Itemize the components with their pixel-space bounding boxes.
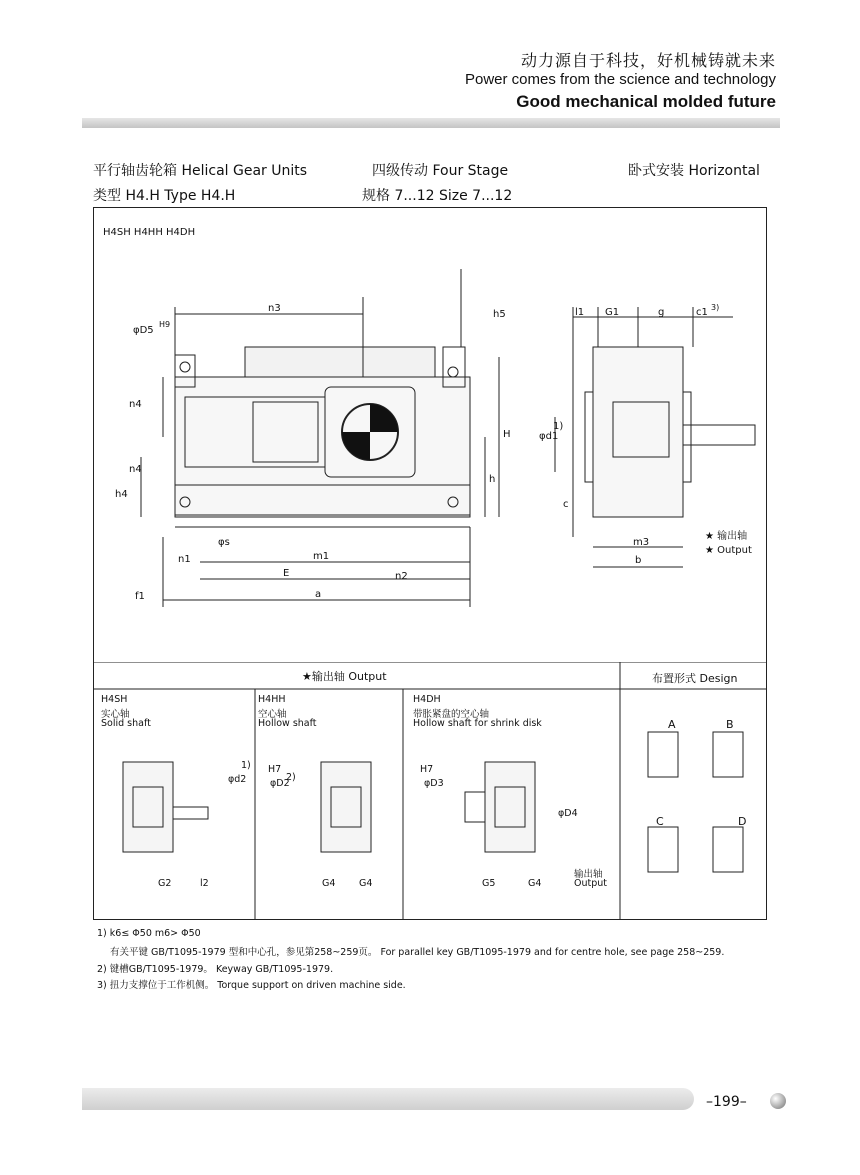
header-bar	[82, 118, 780, 128]
shrink-output-cn: 输出轴	[574, 869, 603, 880]
dim-D5: φD5	[133, 325, 154, 336]
title-type: 类型 H4.H Type H4.H	[93, 188, 236, 204]
dim-h4: h4	[115, 489, 128, 500]
note-3: 3) 扭力支撑位于工作机侧。 Torque support on driven machine side.	[97, 980, 406, 991]
shaft-code-solid: H4SH	[101, 694, 128, 705]
note-1b: 有关平键 GB/T1095-1979 型和中心孔，参见第258~259页。 For parallel key GB/T1095-1979 and for centre hole, see page 258~259.	[110, 947, 725, 958]
dim-f1: f1	[135, 591, 145, 602]
title-size: 规格 7...12 Size 7...12	[362, 188, 513, 204]
dim-G4-c: G4	[528, 878, 542, 889]
dim-G2: G2	[158, 878, 172, 889]
dim-note3: 3)	[711, 303, 720, 312]
design-header: 布置形式 Design	[652, 672, 738, 685]
shaft-cn-hollow: 空心轴	[258, 709, 287, 720]
header-slogan-cn: 动力源自于科技，好机械铸就未来	[520, 51, 776, 70]
title-stage: 四级传动 Four Stage	[372, 163, 509, 179]
dim-n1: n1	[178, 554, 191, 565]
header-tagline: Good mechanical molded future	[516, 92, 776, 111]
dim-g: g	[658, 307, 665, 318]
dim-n4-b: n4	[129, 464, 142, 475]
dim-D3-tol: H7	[420, 764, 434, 775]
shaft-code-hollow: H4HH	[258, 694, 286, 705]
shrink-output-en: Output	[574, 878, 607, 889]
dim-a: a	[315, 589, 322, 600]
dim-c1: c1	[696, 307, 708, 318]
dim-G5: G5	[482, 878, 496, 889]
dim-D3: φD3	[424, 778, 444, 789]
dim-D2: φD2	[270, 778, 290, 789]
page-dot-icon	[770, 1093, 786, 1109]
shaft-cn-solid: 实心轴	[101, 709, 130, 720]
output-label-cn: ★ 输出轴	[705, 531, 748, 542]
shaft-en-shrink: Hollow shaft for shrink disk	[413, 718, 542, 729]
shaft-cn-shrink: 带胀紧盘的空心轴	[413, 709, 490, 720]
title-product: 平行轴齿轮箱 Helical Gear Units	[93, 163, 308, 179]
dim-n2: n2	[395, 571, 408, 582]
design-c: C	[656, 815, 664, 828]
footer-bar	[82, 1088, 694, 1110]
dim-D2-tol: H7	[268, 764, 282, 775]
dim-l1: l1	[575, 307, 585, 318]
main-dimension-drawing	[93, 207, 767, 663]
dim-h5: h5	[493, 309, 506, 320]
output-label-en: ★ Output	[705, 545, 752, 556]
dim-m1: m1	[313, 551, 330, 562]
note-2: 2) 键槽GB/T1095-1979。 Keyway GB/T1095-1979.	[97, 964, 334, 975]
dim-l2: l2	[200, 878, 209, 889]
dim-c: c	[563, 499, 569, 510]
shaft-code-shrink: H4DH	[413, 694, 441, 705]
dim-d1: φd1	[539, 431, 559, 442]
dim-H: H	[503, 429, 511, 440]
dim-G4-b: G4	[359, 878, 373, 889]
note-1: 1) k6≤ Φ50 m6> Φ50	[97, 928, 201, 939]
dim-G1: G1	[605, 307, 620, 318]
page-number: –199–	[706, 1094, 747, 1110]
output-header: ★输出轴 Output	[302, 670, 387, 683]
dim-d2: φd2	[228, 774, 247, 785]
dim-E: E	[283, 568, 290, 579]
dim-D2-note: 2)	[286, 772, 296, 783]
dim-n4-a: n4	[129, 399, 142, 410]
shaft-en-hollow: Hollow shaft	[258, 718, 317, 729]
dim-note1: 1)	[553, 421, 564, 432]
dim-s: φs	[218, 537, 230, 548]
dim-D5-tol: H9	[159, 320, 171, 329]
design-b: B	[726, 718, 734, 731]
design-d: D	[738, 815, 747, 828]
header-slogan-en: Power comes from the science and technology	[465, 71, 776, 88]
dim-D4: φD4	[558, 808, 578, 819]
dim-b: b	[635, 555, 642, 566]
dim-n3: n3	[268, 303, 281, 314]
dim-h: h	[489, 474, 496, 485]
shaft-en-solid: Solid shaft	[101, 718, 151, 729]
design-a: A	[668, 718, 676, 731]
dim-d2-note: 1)	[241, 760, 251, 771]
main-model-codes: H4SH H4HH H4DH	[103, 227, 196, 238]
title-mount: 卧式安装 Horizontal	[628, 163, 760, 179]
dim-G4-a: G4	[322, 878, 336, 889]
dim-m3: m3	[633, 537, 650, 548]
